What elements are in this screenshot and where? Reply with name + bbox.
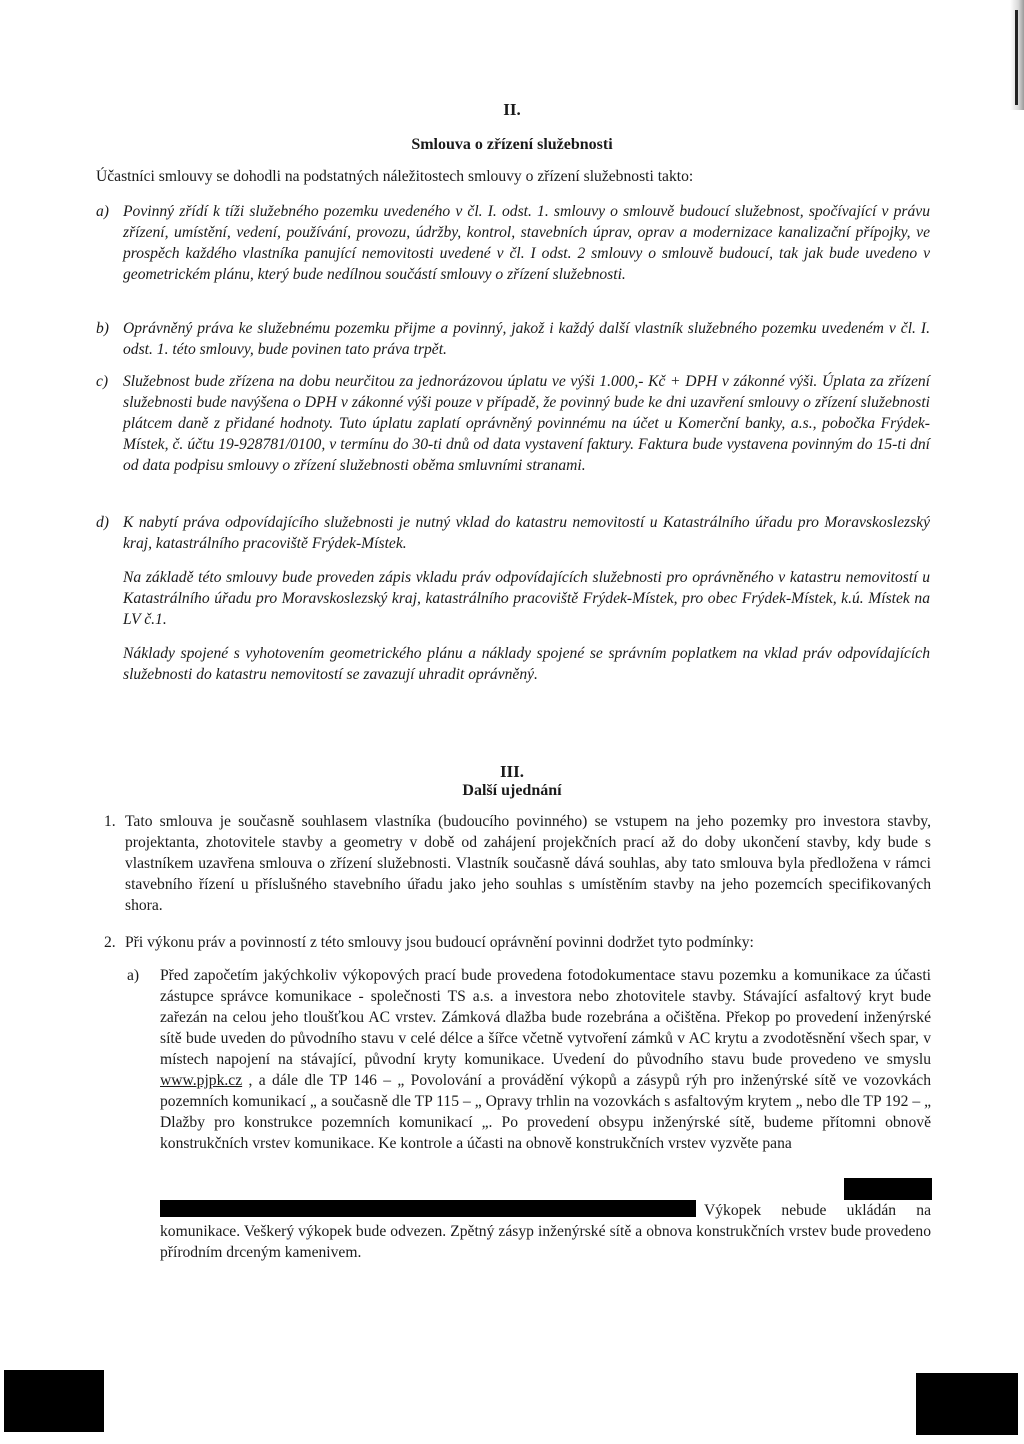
item-d-costs: Náklady spojené s vyhotovením geometrického plánu a náklady spojené se správním poplatkem na vklad práv odpovídajících služebnosti do katastru nemovitostí se zavazují uhradit oprávněný.	[123, 645, 930, 683]
item-2a-text-end: Výkopek nebude ukládán na komunikace. Veškerý výkopek bude odvezen. Zpětný zásyp inženýrské sítě a obnova konstrukčních vrstev bude provedeno přírodním drceným kamenivem.	[160, 1202, 931, 1261]
section-3-title: Další ujednání	[462, 782, 562, 799]
section-3-number: III.	[499, 762, 525, 781]
scan-edge-line	[1015, 10, 1018, 105]
item-2-marker: 2.	[104, 934, 116, 951]
corner-redaction-right	[916, 1373, 1018, 1435]
item-1-text: Tato smlouva je současně souhlasem vlastníka (budoucího povinného) se vstupem na jeho pozemky pro investora stavby, projektanta, zhotovitele stavby a geometry v době od zahájení projekčních prací až do doby ukončení stavby, kdy bude s vlastníkem uzavřena smlouva o zřízení služebnosti. Vlastník současně dává souhlas, aby tato smlouva byla předložena v rámci stavebního řízení u příslušného stavebního úřadu jako jeho souhlas s umístěním stavby na jeho pozemcích specifikovaných shora.	[125, 813, 931, 914]
item-d-marker: d)	[96, 514, 109, 531]
item-2a-text-part2: , a dále dle TP 146 – „ Povolování a provádění výkopů a zásypů rýh pro inženýrské sítě ve vozovkách pozemních komunikací „ a současně dle TP 115 – „ Opravy trhlin na vozovkách s asfaltovým krytem „ nebo dle TP 192 – „ Dlažby pro konstrukce pozemních komunikací „. Po provedení obsypu inženýrské sítě, budeme přítomni obnově konstrukčních vrstev komunikace. Ke kontrole a účasti na obnově konstrukčních vrstev vyzvěte pana	[160, 1072, 931, 1152]
item-d-registration: Na základě této smlouvy bude proveden zápis vkladu práv odpovídajících služebnosti pro oprávněného v katastru nemovitostí u Katastrálního úřadu pro Moravskoslezský kraj, katastrálního pracoviště Frýdek-Místek, pro obec Frýdek-Místek, k.ú. Místek na LV č.1.	[123, 569, 930, 628]
section-2-title: Smlouva o zřízení služebnosti	[411, 136, 613, 153]
item-a-text: Povinný zřídí k tíži služebného pozemku uvedeného v čl. I. odst. 1. smlouvy o smlouvě budoucí služebnost, spočívající v právu zřízení, umístění, vedení, používání, provozu, údržby, kontrol, stavebních úprav, oprav a modernizace kanalizační přípojky, ve prospěch každého vlastníka panující nemovitosti uvedené v čl. I odst. 2 smlouvy o smlouvě budoucí, tak jak bude uvedeno v geometrickém plánu, který bude nedílnou součástí smlouvy o zřízení služebnosti.	[123, 203, 930, 283]
item-b-marker: b)	[96, 320, 109, 337]
item-c-marker: c)	[96, 373, 109, 390]
section-2-intro: Účastníci smlouvy se dohodli na podstatných náležitostech smlouvy o zřízení služebnosti takto:	[96, 168, 694, 185]
section-2-number: II.	[503, 100, 521, 119]
item-2a-text	[160, 965, 931, 1154]
pjpk-link[interactable]: www.pjpk.cz	[160, 1072, 243, 1089]
item-2a-marker: a)	[127, 967, 140, 984]
item-a-marker: a)	[96, 203, 109, 220]
item-b-text: Oprávněný práva ke služebnému pozemku přijme a povinný, jakož i každý další vlastník služebného pozemku uvedeném v čl. I. odst. 1. této smlouvy, bude povinen tato práva trpět.	[123, 320, 930, 358]
item-c-text: Služebnost bude zřízena na dobu neurčitou za jednorázovou úplatu ve výši 1.000,- Kč + DPH v zákonné výši. Úplata za zřízení služebnosti bude navýšena o DPH v zákonné výši pouze v případě, že povinný bude ke dni uzavření smlouvy o zřízení služebnosti plátcem daně z přidané hodnoty. Tuto úplatu zaplatí oprávněný povinnému na účet u Komerční banky, a.s., pobočka Frýdek-Místek, č. účtu 19-928781/0100, v termínu do 30-ti dnů od data vystavení faktury. Faktura bude vystavena povinným do 15-ti dní od data podpisu smlouvy o zřízení služebnosti oběma smluvními stranami.	[123, 373, 930, 474]
item-1-marker: 1.	[104, 813, 116, 830]
item-2a-text-part1: Před započetím jakýchkoliv výkopových prací bude provedena fotodokumentace stavu pozemku a komunikace za účasti zástupce správce komunikace - společnosti TS a.s. a investora nebo zhotovitele stavby. Stávající asfaltový kryt bude zařezán na celou jeho tloušťkou AC vrstev. Zámková dlažba bude rozebrána a očištěna. Překop po provedení inženýrské sítě bude uveden do původního stavu v celé délce a šířce včetně vytvoření zámků v AC krytu a zvodotěsnění všech spar, v místech napojení na stávající, původní kryty komunikace. Uvedení do původního stavu bude provedeno ve smyslu	[160, 967, 931, 1068]
corner-redaction-left	[4, 1370, 104, 1432]
redaction-box	[844, 1178, 932, 1200]
item-2-text: Při výkonu práv a povinností z této smlouvy jsou budoucí oprávnění povinni dodržet tyto podmínky:	[125, 934, 754, 951]
item-d-text: K nabytí práva odpovídajícího služebnosti je nutný vklad do katastru nemovitostí u Katastrálního úřadu pro Moravskoslezský kraj, katastrálního pracoviště Frýdek-Místek.	[123, 514, 930, 552]
